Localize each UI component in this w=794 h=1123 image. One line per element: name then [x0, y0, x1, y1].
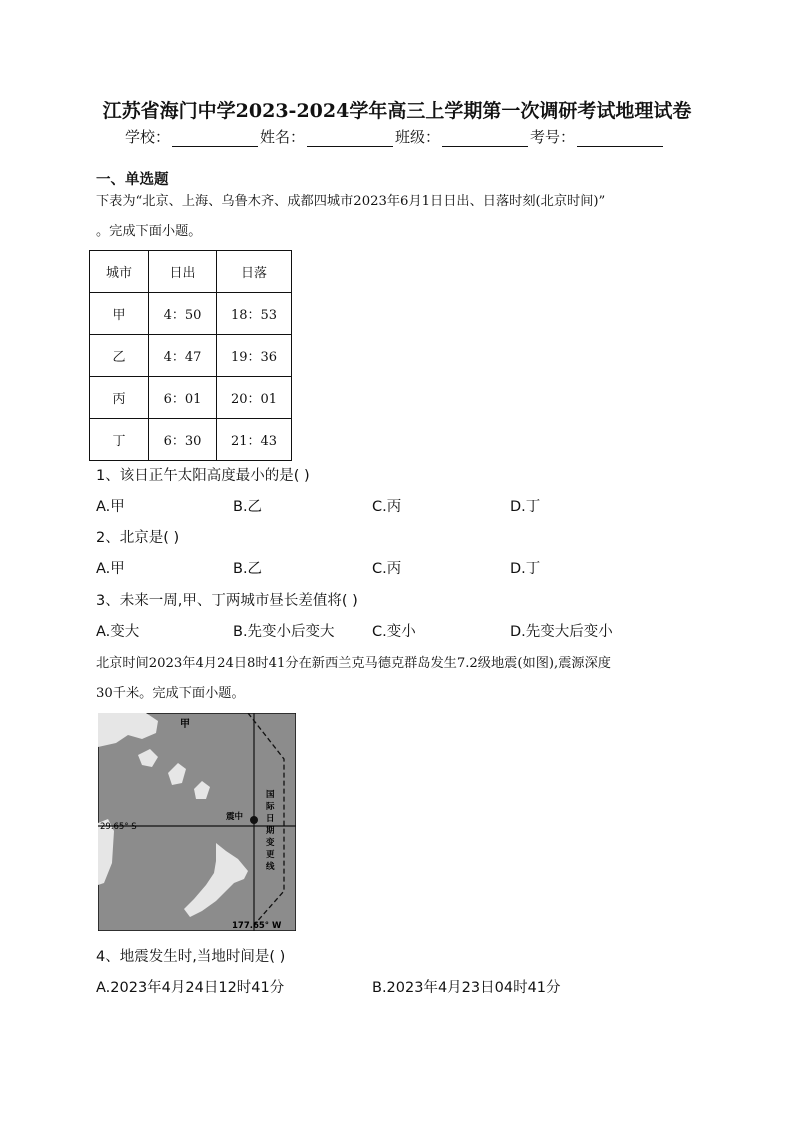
question-3-option-a[interactable]: A.变大: [96, 624, 140, 640]
earthquake-map: [98, 713, 296, 931]
table-header-row: [90, 251, 292, 293]
exam-title: 江苏省海门中学2023-2024学年高三上学期第一次调研考试地理试卷: [102, 100, 692, 122]
longitude-label: 177.65° W: [232, 921, 282, 931]
intro-paragraph-2-cont: 30千米。完成下面小题。: [96, 686, 245, 701]
question-2-option-d[interactable]: D.丁: [510, 561, 541, 577]
question-1-stem: 1、该日正午太阳高度最小的是( ): [96, 468, 310, 484]
table-cell: 21：43: [217, 419, 292, 461]
table-cell: 丁: [90, 419, 149, 461]
number-label: 考号：: [530, 128, 576, 146]
dateline-char: 日: [266, 814, 275, 824]
school-blank[interactable]: [172, 130, 258, 147]
table-cell: 4：50: [149, 293, 217, 335]
table-row: [90, 377, 292, 419]
table-header-cell: 城市: [90, 251, 149, 293]
question-3-stem: 3、未来一周,甲、丁两城市昼长差值将( ): [96, 593, 358, 609]
map-label-jia: 甲: [180, 719, 190, 730]
question-1-option-c[interactable]: C.丙: [372, 499, 402, 515]
class-label: 班级：: [395, 128, 441, 146]
question-1-option-b[interactable]: B.乙: [233, 499, 263, 515]
dateline-char: 线: [266, 862, 275, 872]
sunrise-sunset-table: [89, 250, 292, 461]
question-2-option-c[interactable]: C.丙: [372, 561, 402, 577]
question-2-option-a[interactable]: A.甲: [96, 561, 125, 577]
question-2-stem: 2、北京是( ): [96, 530, 180, 546]
epicenter-dot: [250, 816, 258, 824]
table-cell: 18：53: [217, 293, 292, 335]
question-4-option-a[interactable]: A.2023年4月24日12时41分: [96, 980, 285, 996]
table-row: [90, 335, 292, 377]
dateline-label: [266, 789, 275, 872]
table-cell: 20：01: [217, 377, 292, 419]
table-cell: 乙: [90, 335, 149, 377]
dateline-char: 期: [266, 826, 275, 836]
name-label: 姓名：: [260, 128, 306, 146]
question-4-stem: 4、地震发生时,当地时间是( ): [96, 949, 286, 965]
number-blank[interactable]: [577, 130, 663, 147]
question-3-option-d[interactable]: D.先变大后变小: [510, 624, 613, 640]
intro-paragraph-1: 下表为“北京、上海、乌鲁木齐、成都四城市2023年6月1日日出、日落时刻(北京时间)”: [96, 194, 606, 209]
dateline-char: 际: [266, 802, 275, 812]
table-header-cell: 日出: [149, 251, 217, 293]
question-3-option-b[interactable]: B.先变小后变大: [233, 624, 335, 640]
dateline-char: 变: [266, 838, 275, 848]
student-info-line: [125, 126, 665, 147]
question-1-option-d[interactable]: D.丁: [510, 499, 541, 515]
intro-paragraph-2: 北京时间2023年4月24日8时41分在新西兰克马德克群岛发生7.2级地震(如图),震源深度: [96, 656, 611, 671]
name-blank[interactable]: [307, 130, 393, 147]
question-2-option-b[interactable]: B.乙: [233, 561, 263, 577]
table-cell: 19：36: [217, 335, 292, 377]
latitude-label: 29.65° S: [100, 822, 137, 832]
question-4-option-b[interactable]: B.2023年4月23日04时41分: [372, 980, 561, 996]
class-blank[interactable]: [442, 130, 528, 147]
table-cell: 6：01: [149, 377, 217, 419]
school-label: 学校：: [125, 128, 171, 146]
table-cell: 丙: [90, 377, 149, 419]
section-heading: 一、单选题: [96, 172, 169, 188]
dateline-char: 更: [266, 850, 275, 860]
question-1-option-a[interactable]: A.甲: [96, 499, 125, 515]
epicenter-label: 震中: [226, 812, 244, 822]
table-row: [90, 419, 292, 461]
question-3-option-c[interactable]: C.变小: [372, 624, 416, 640]
dateline-char: 国: [266, 790, 275, 800]
table-row: [90, 293, 292, 335]
table-cell: 4：47: [149, 335, 217, 377]
intro-paragraph-1-cont: 。完成下面小题。: [96, 224, 202, 239]
table-header-cell: 日落: [217, 251, 292, 293]
table-cell: 甲: [90, 293, 149, 335]
table-cell: 6：30: [149, 419, 217, 461]
